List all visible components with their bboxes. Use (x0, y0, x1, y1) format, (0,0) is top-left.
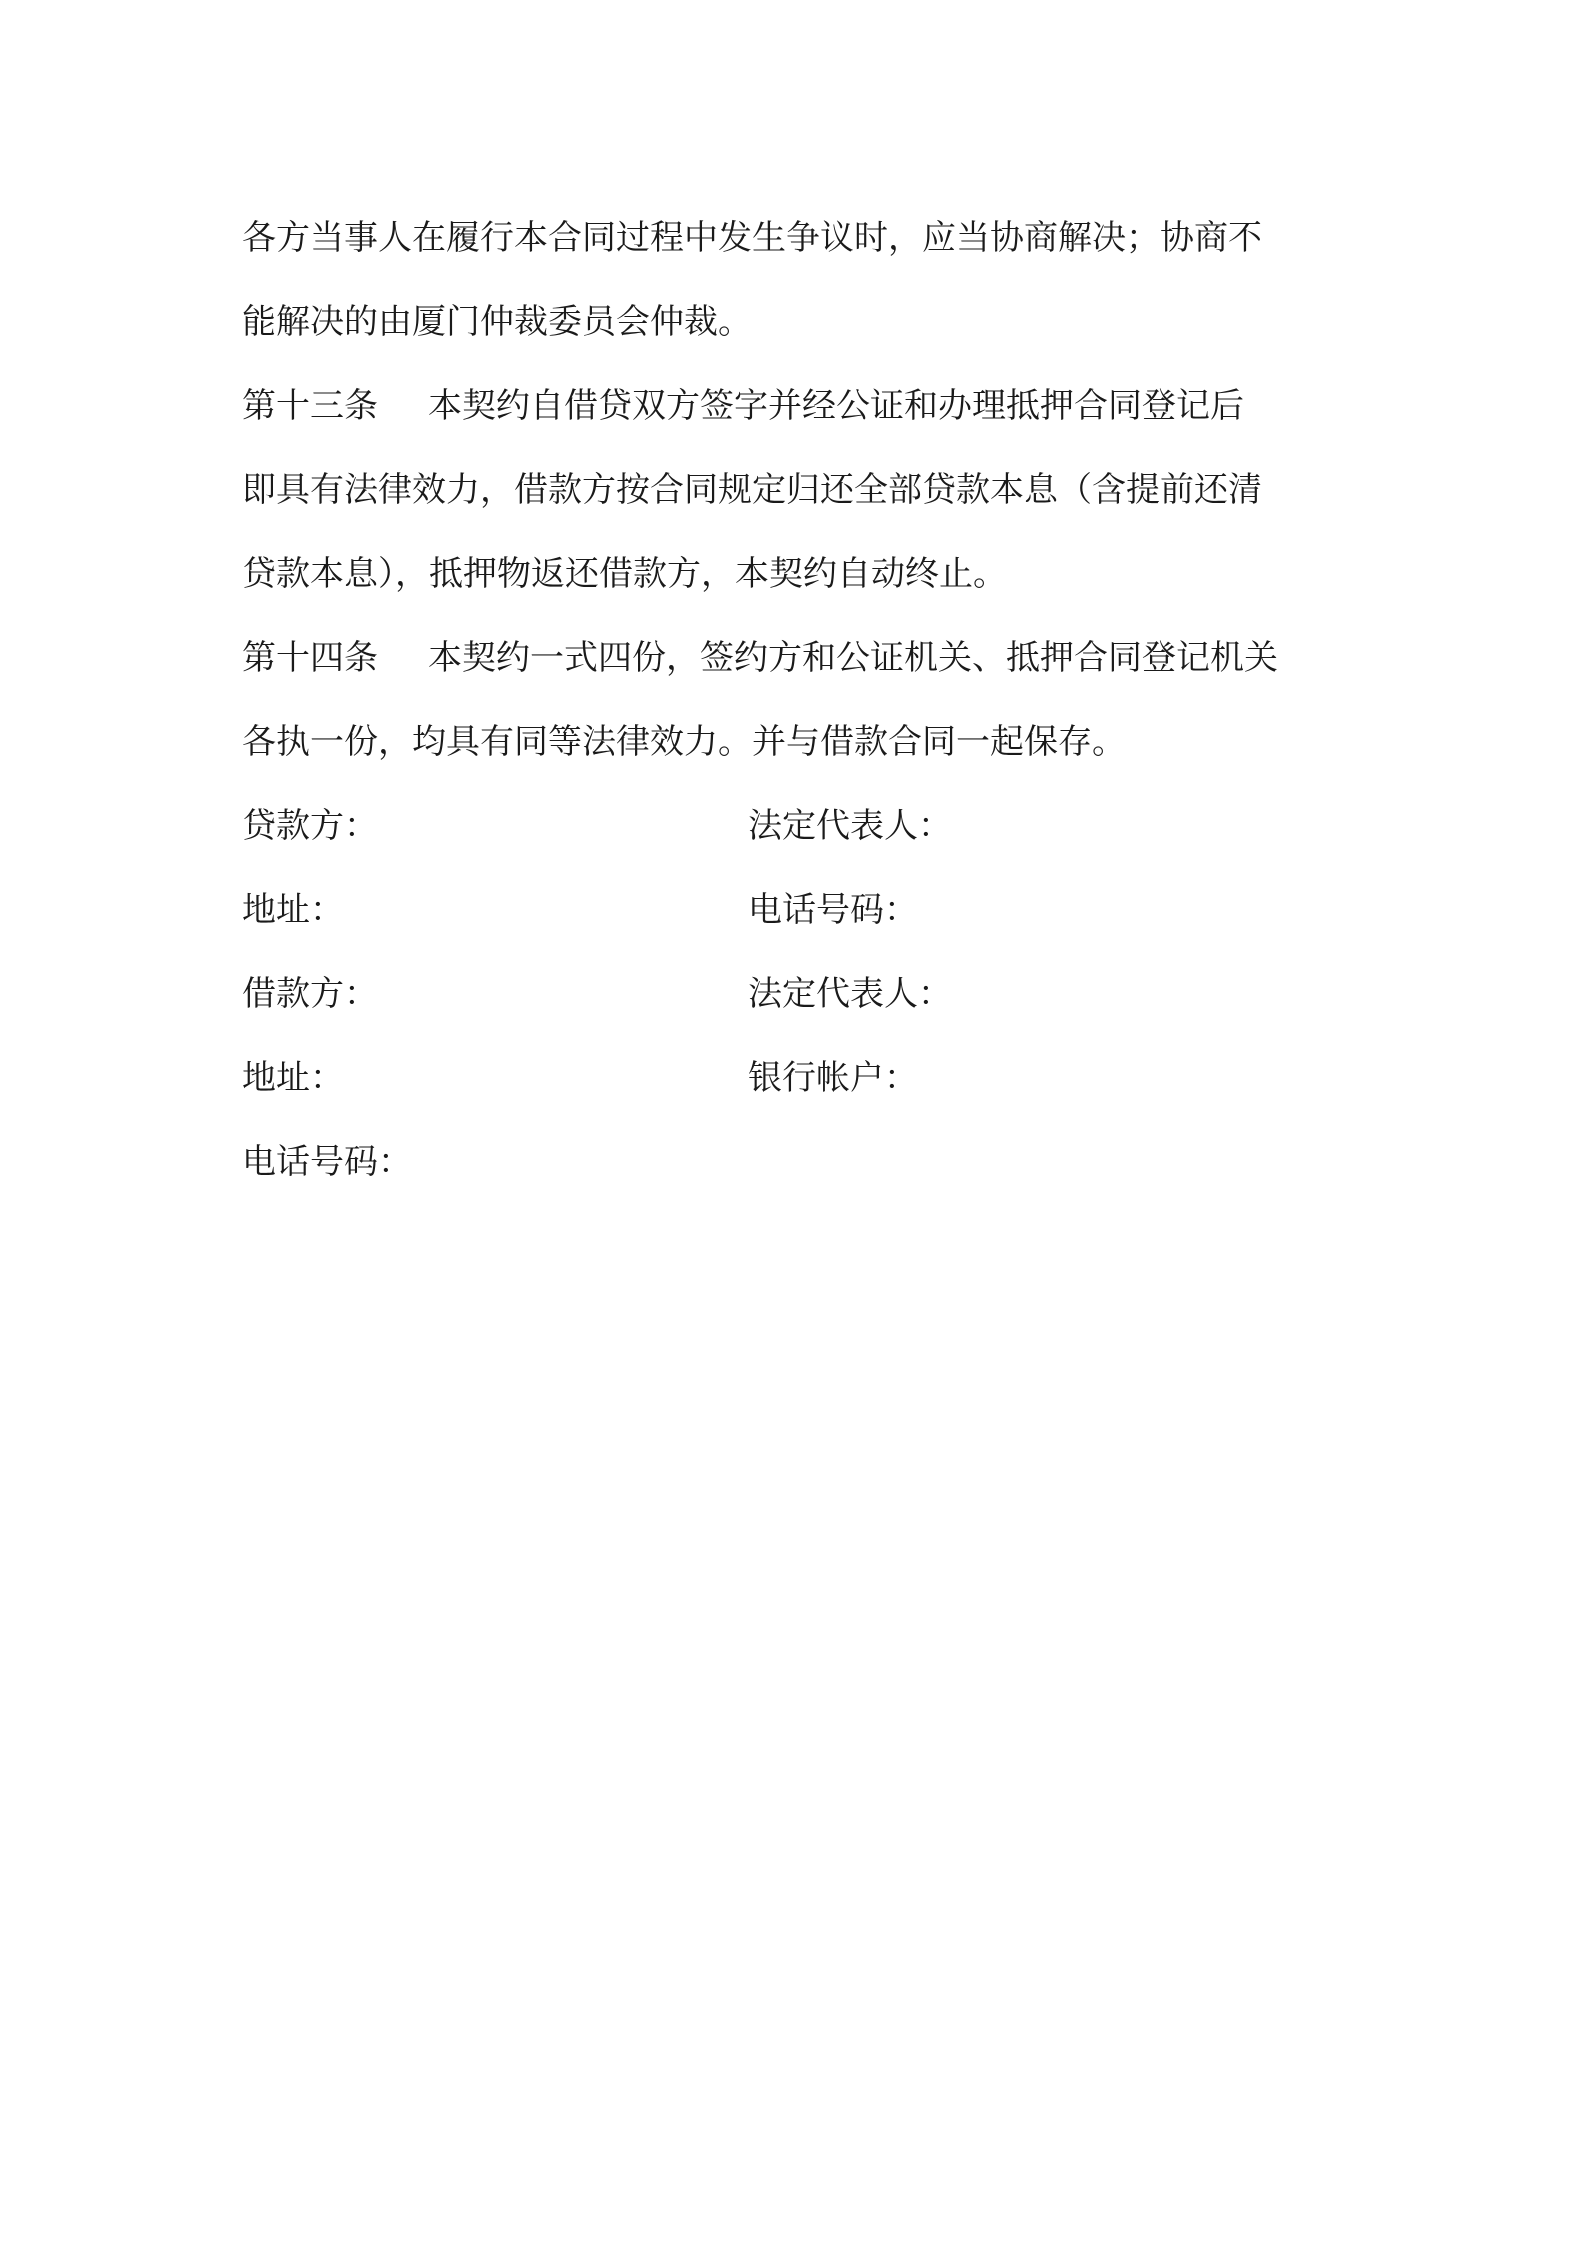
signature-row-lender-contact (242, 868, 1354, 952)
article-13-number: 第十三条 (242, 386, 378, 426)
signature-row-borrower-contact (242, 1036, 1354, 1120)
dispute-clause-line-2: 能解决的由厦门仲裁委员会仲裁。 (242, 302, 752, 342)
borrower-phone-label: 电话号码： (242, 1142, 412, 1182)
borrower-label: 借款方： (242, 974, 378, 1014)
article-14-text-1: 本契约一式四份，签约方和公证机关、抵押合同登记机关 (428, 638, 1278, 678)
article-13-line-2: 即具有法律效力，借款方按合同规定归还全部贷款本息（含提前还清 (242, 470, 1262, 510)
article-14-number: 第十四条 (242, 638, 378, 678)
lender-label: 贷款方： (242, 806, 378, 846)
article-13-line-1 (242, 364, 1354, 448)
signature-row-lender (242, 784, 1354, 868)
article-14-line-1 (242, 616, 1354, 700)
lender-rep-label: 法定代表人： (748, 806, 952, 846)
borrower-address-label: 地址： (242, 1058, 344, 1098)
document-page (242, 196, 1354, 1204)
lender-phone-label: 电话号码： (748, 890, 918, 930)
borrower-rep-label: 法定代表人： (748, 974, 952, 1014)
article-13-text-1: 本契约自借贷双方签字并经公证和办理抵押合同登记后 (428, 386, 1244, 426)
lender-address-label: 地址： (242, 890, 344, 930)
signature-row-borrower (242, 952, 1354, 1036)
dispute-clause-line-1: 各方当事人在履行本合同过程中发生争议时，应当协商解决；协商不 (242, 218, 1262, 258)
article-13-line-3: 贷款本息），抵押物返还借款方，本契约自动终止。 (242, 554, 1007, 594)
borrower-bank-label: 银行帐户： (748, 1058, 918, 1098)
signature-row-borrower-phone (242, 1120, 1354, 1204)
article-14-line-2: 各执一份，均具有同等法律效力。并与借款合同一起保存。 (242, 722, 1126, 762)
